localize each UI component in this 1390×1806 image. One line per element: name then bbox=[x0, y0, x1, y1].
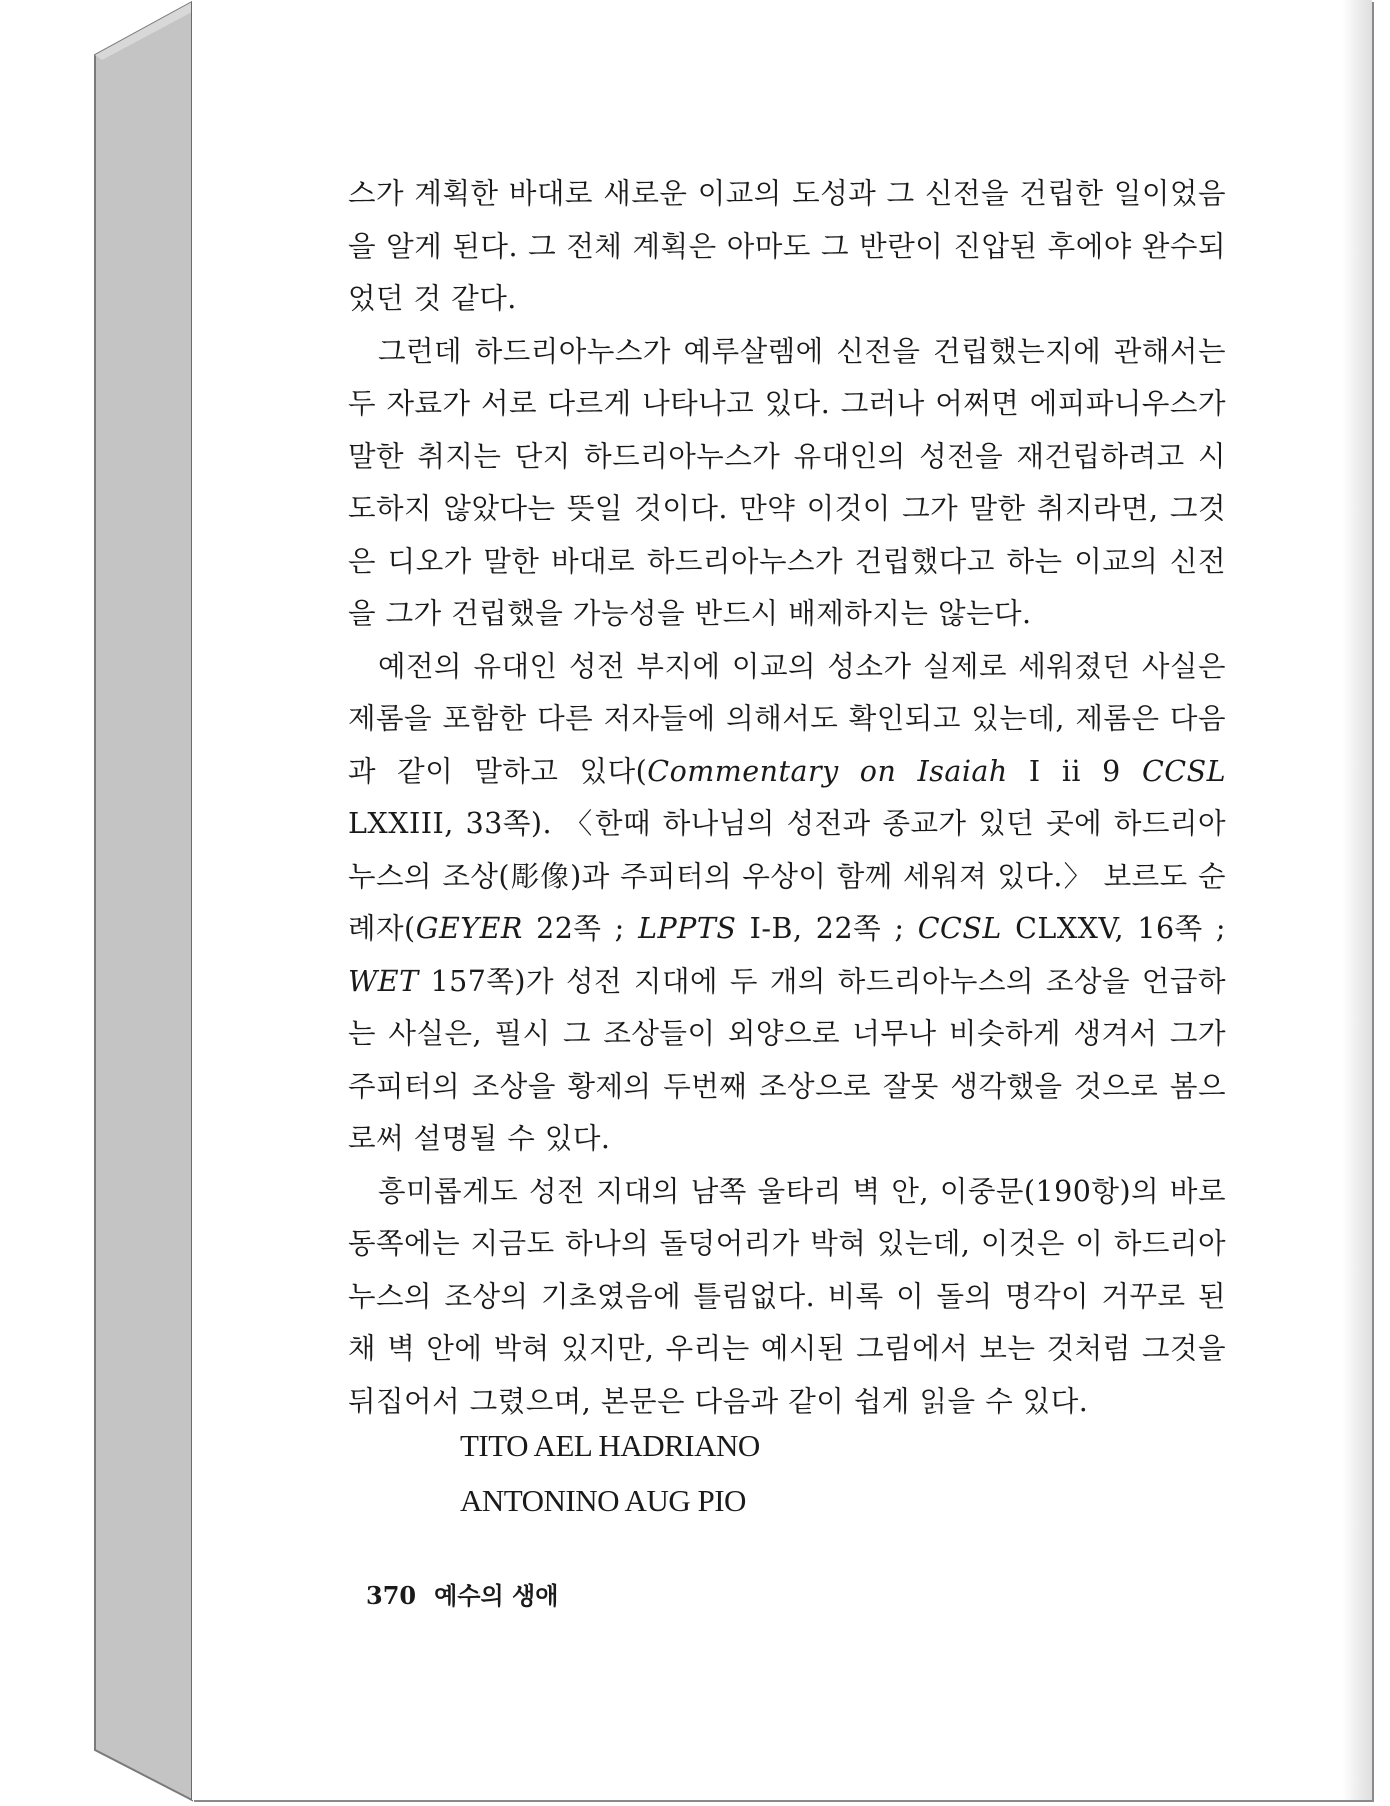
page-footer bbox=[366, 1576, 558, 1611]
text-run: I-B, 22쪽 ; bbox=[736, 912, 918, 945]
body-text bbox=[348, 168, 1226, 1428]
paragraph bbox=[348, 1166, 1226, 1429]
page-edge-shadow bbox=[1342, 0, 1372, 1800]
page-number: 370 bbox=[366, 1581, 417, 1610]
text-run: 그런데 하드리아누스가 예루살렘에 신전을 건립했는지에 관해서는 두 자료가 서로 다르게 나타나고 있다. 그러나 어쩌면 에피파니우스가 말한 취지는 단지 하드리아누스가 유대인의 성전을 재건립하려고 시도하지 않았다는 뜻일 것이다. 만약 이것이 그가 말한 취지라면, 그것은 디오가 말한 바대로 하드리아누스가 건립했다고 하는 이교의 신전을 그가 건립했을 가능성을 반드시 배제하지는 않는다. bbox=[348, 334, 1226, 630]
text-run: 흥미롭게도 성전 지대의 남쪽 울타리 벽 안, 이중문(190항)의 바로 동쪽에는 지금도 하나의 돌덩어리가 박혀 있는데, 이것은 이 하드리아누스의 조상의 기초였음에 틀림없다. 비록 이 돌의 명각이 거꾸로 된 채 벽 안에 박혀 있지만, 우리는 예시된 그림에서 보는 것처럼 그것을 뒤집어서 그렸으며, 본문은 다음과 같이 쉽게 읽을 수 있다. bbox=[348, 1174, 1226, 1418]
italic-citation: GEYER bbox=[415, 912, 523, 945]
text-run: CLXXV, 16쪽 ; bbox=[1001, 912, 1227, 945]
text-run: 22쪽 ; bbox=[522, 912, 639, 945]
paragraph bbox=[348, 641, 1226, 1166]
text-run: LXXIII, 33쪽). 〈한때 하나님의 성전과 종교가 있던 곳에 하드리아누스의 조상(彫像)과 주피터의 우상이 함께 세워져 있다.〉 보르도 순례자( bbox=[348, 807, 1226, 945]
italic-citation: Commentary on Isaiah bbox=[647, 754, 1008, 788]
paragraph bbox=[348, 168, 1226, 326]
italic-citation: LPPTS bbox=[638, 912, 737, 945]
text-run: 예전의 유대인 성전 부지에 이교의 성소가 실제로 세워졌던 사실은 제롬을 포함한 다른 저자들에 의해서도 확인되고 있는데, 제롬은 다음과 같이 말하고 있다( bbox=[348, 649, 1226, 788]
italic-citation: CCSL bbox=[1141, 754, 1227, 788]
inscription-text bbox=[460, 1418, 760, 1528]
text-run: 스가 계획한 바대로 새로운 이교의 도성과 그 신전을 건립한 일이었음을 알게 된다. 그 전체 계획은 아마도 그 반란이 진압된 후에야 완수되었던 것 같다. bbox=[348, 177, 1226, 315]
running-title: 예수의 생애 bbox=[434, 1581, 559, 1610]
italic-citation: CCSL bbox=[917, 912, 1002, 945]
italic-citation: WET bbox=[348, 964, 419, 998]
text-run: 157쪽)가 성전 지대에 두 개의 하드리아누스의 조상을 언급하는 사실은, 필시 그 조상들이 외양으로 너무나 비슷하게 생겨서 그가 주피터의 조상을 황제의 두번째 조상으로 잘못 생각했을 것으로 봄으로써 설명될 수 있다. bbox=[348, 964, 1226, 1155]
inscription-line-1: TITO AEL HADRIANO bbox=[460, 1428, 760, 1463]
text-run: I ii 9 bbox=[1007, 754, 1142, 788]
paragraph bbox=[348, 326, 1226, 641]
inscription-line-2: ANTONINO AUG PIO bbox=[460, 1483, 746, 1518]
